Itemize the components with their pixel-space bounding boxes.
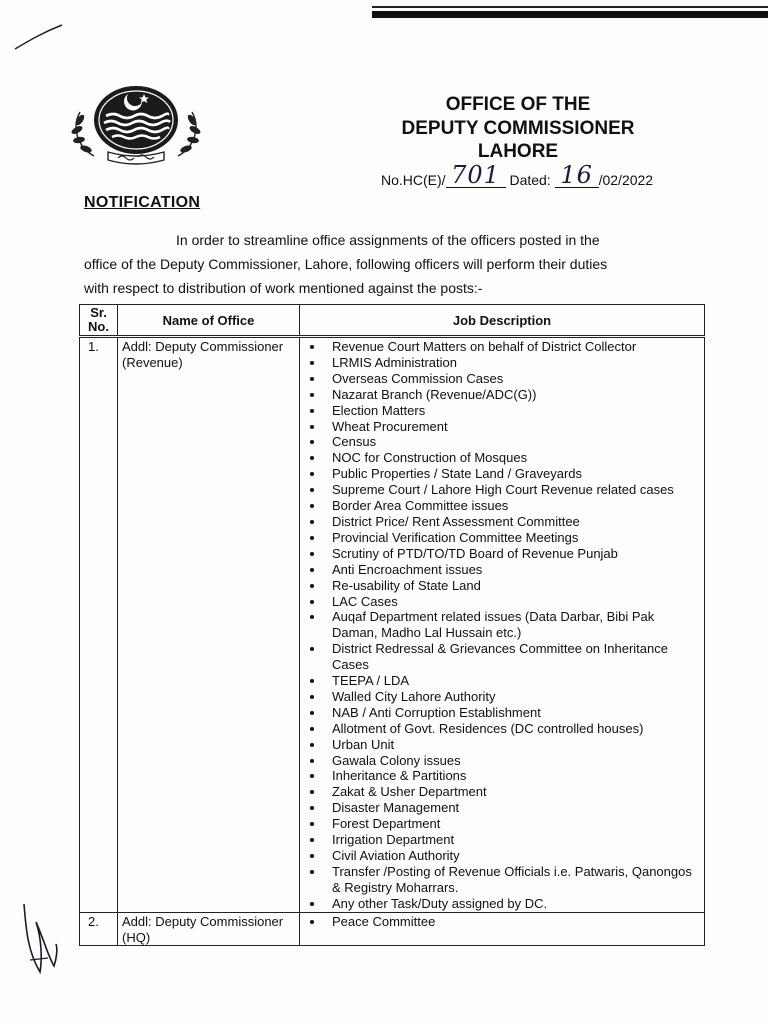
list-item: District Redressal & Grievances Committee on Inheritance Cases [332, 641, 700, 673]
list-item: Anti Encroachment issues [332, 562, 700, 578]
office-header [360, 93, 676, 164]
office-name-cell: Addl: Deputy Commissioner (Revenue) [118, 337, 300, 913]
header-line-3: LAHORE [477, 141, 559, 162]
list-item: Revenue Court Matters on behalf of District Collector [332, 339, 700, 355]
list-item: Nazarat Branch (Revenue/ADC(G)) [332, 387, 700, 403]
notification-title: NOTIFICATION [84, 194, 201, 211]
list-item: Gawala Colony issues [332, 753, 700, 769]
office-name-cell: Addl: Deputy Commissioner (HQ) [118, 912, 300, 946]
date-suffix: /02/2022 [598, 172, 654, 188]
list-item: LAC Cases [332, 594, 700, 610]
reference-number-handwritten: 701 [451, 161, 500, 189]
reference-number-blank [446, 161, 506, 189]
header-name-of-office: Name of Office [118, 305, 300, 337]
reference-line [381, 161, 654, 189]
list-item: TEEPA / LDA [332, 673, 700, 689]
header-line-1: OFFICE OF THE [445, 94, 591, 115]
job-list [304, 339, 700, 912]
list-item: LRMIS Administration [332, 355, 700, 371]
header-sr-no [80, 305, 118, 337]
list-item: District Price/ Rent Assessment Committee [332, 514, 700, 530]
intro-line-2: office of the Deputy Commissioner, Lahore, following officers will perform their duties [84, 256, 608, 272]
intro-line-3: with respect to distribution of work mentioned against the posts:- [84, 280, 483, 296]
serial-number-cell: 1. [80, 337, 118, 913]
day-blank [555, 161, 599, 189]
list-item: Urban Unit [332, 737, 700, 753]
reference-number-label: No.HC(E)/ [381, 172, 446, 188]
list-item: Re-usability of State Land [332, 578, 700, 594]
list-item: Peace Committee [332, 914, 700, 930]
list-item: Census [332, 434, 700, 450]
job-list [304, 914, 700, 930]
intro-paragraph [84, 228, 672, 300]
list-item: Disaster Management [332, 800, 700, 816]
job-description-cell [300, 912, 705, 946]
list-item: Forest Department [332, 816, 700, 832]
job-description-cell [300, 337, 705, 913]
list-item: NOC for Construction of Mosques [332, 450, 700, 466]
list-item: NAB / Anti Corruption Establishment [332, 705, 700, 721]
serial-number-cell: 2. [80, 912, 118, 946]
list-item: Auqaf Department related issues (Data Darbar, Bibi Pak Daman, Madho Lal Hussain etc.) [332, 609, 700, 641]
header-sr-line-2: No. [88, 319, 109, 334]
day-handwritten: 16 [560, 161, 593, 189]
header-line-2: DEPUTY COMMISSIONER [401, 117, 635, 139]
intro-line-1: In order to streamline office assignments of the officers posted in the [176, 232, 600, 248]
list-item: Provincial Verification Committee Meetings [332, 530, 700, 546]
list-item: Irrigation Department [332, 832, 700, 848]
top-border-rule [372, 6, 768, 18]
list-item: Public Properties / State Land / Graveyards [332, 466, 700, 482]
list-item: Wheat Procurement [332, 419, 700, 435]
list-item: Scrutiny of PTD/TO/TD Board of Revenue Punjab [332, 546, 700, 562]
punjab-emblem-logo [68, 82, 204, 168]
list-item: Walled City Lahore Authority [332, 689, 700, 705]
list-item: Civil Aviation Authority [332, 848, 700, 864]
list-item: Election Matters [332, 403, 700, 419]
header-job-description: Job Description [300, 305, 705, 337]
table-row [80, 337, 705, 913]
pen-stroke-mark [12, 22, 66, 52]
list-item: Zakat & Usher Department [332, 784, 700, 800]
table-header-row [80, 305, 705, 337]
table-row [80, 912, 705, 946]
header-sr-line-1: Sr. [90, 305, 107, 320]
list-item: Overseas Commission Cases [332, 371, 700, 387]
list-item: Border Area Committee issues [332, 498, 700, 514]
list-item: Allotment of Govt. Residences (DC controlled houses) [332, 721, 700, 737]
list-item: Transfer /Posting of Revenue Officials i.e. Patwaris, Qanongos & Registry Moharrars. [332, 864, 700, 896]
dated-label: Dated: [509, 172, 551, 188]
list-item: Inheritance & Partitions [332, 768, 700, 784]
handwritten-signature [18, 900, 62, 980]
work-distribution-table [79, 304, 705, 946]
list-item: Supreme Court / Lahore High Court Revenue related cases [332, 482, 700, 498]
list-item: Any other Task/Duty assigned by DC. [332, 896, 700, 912]
